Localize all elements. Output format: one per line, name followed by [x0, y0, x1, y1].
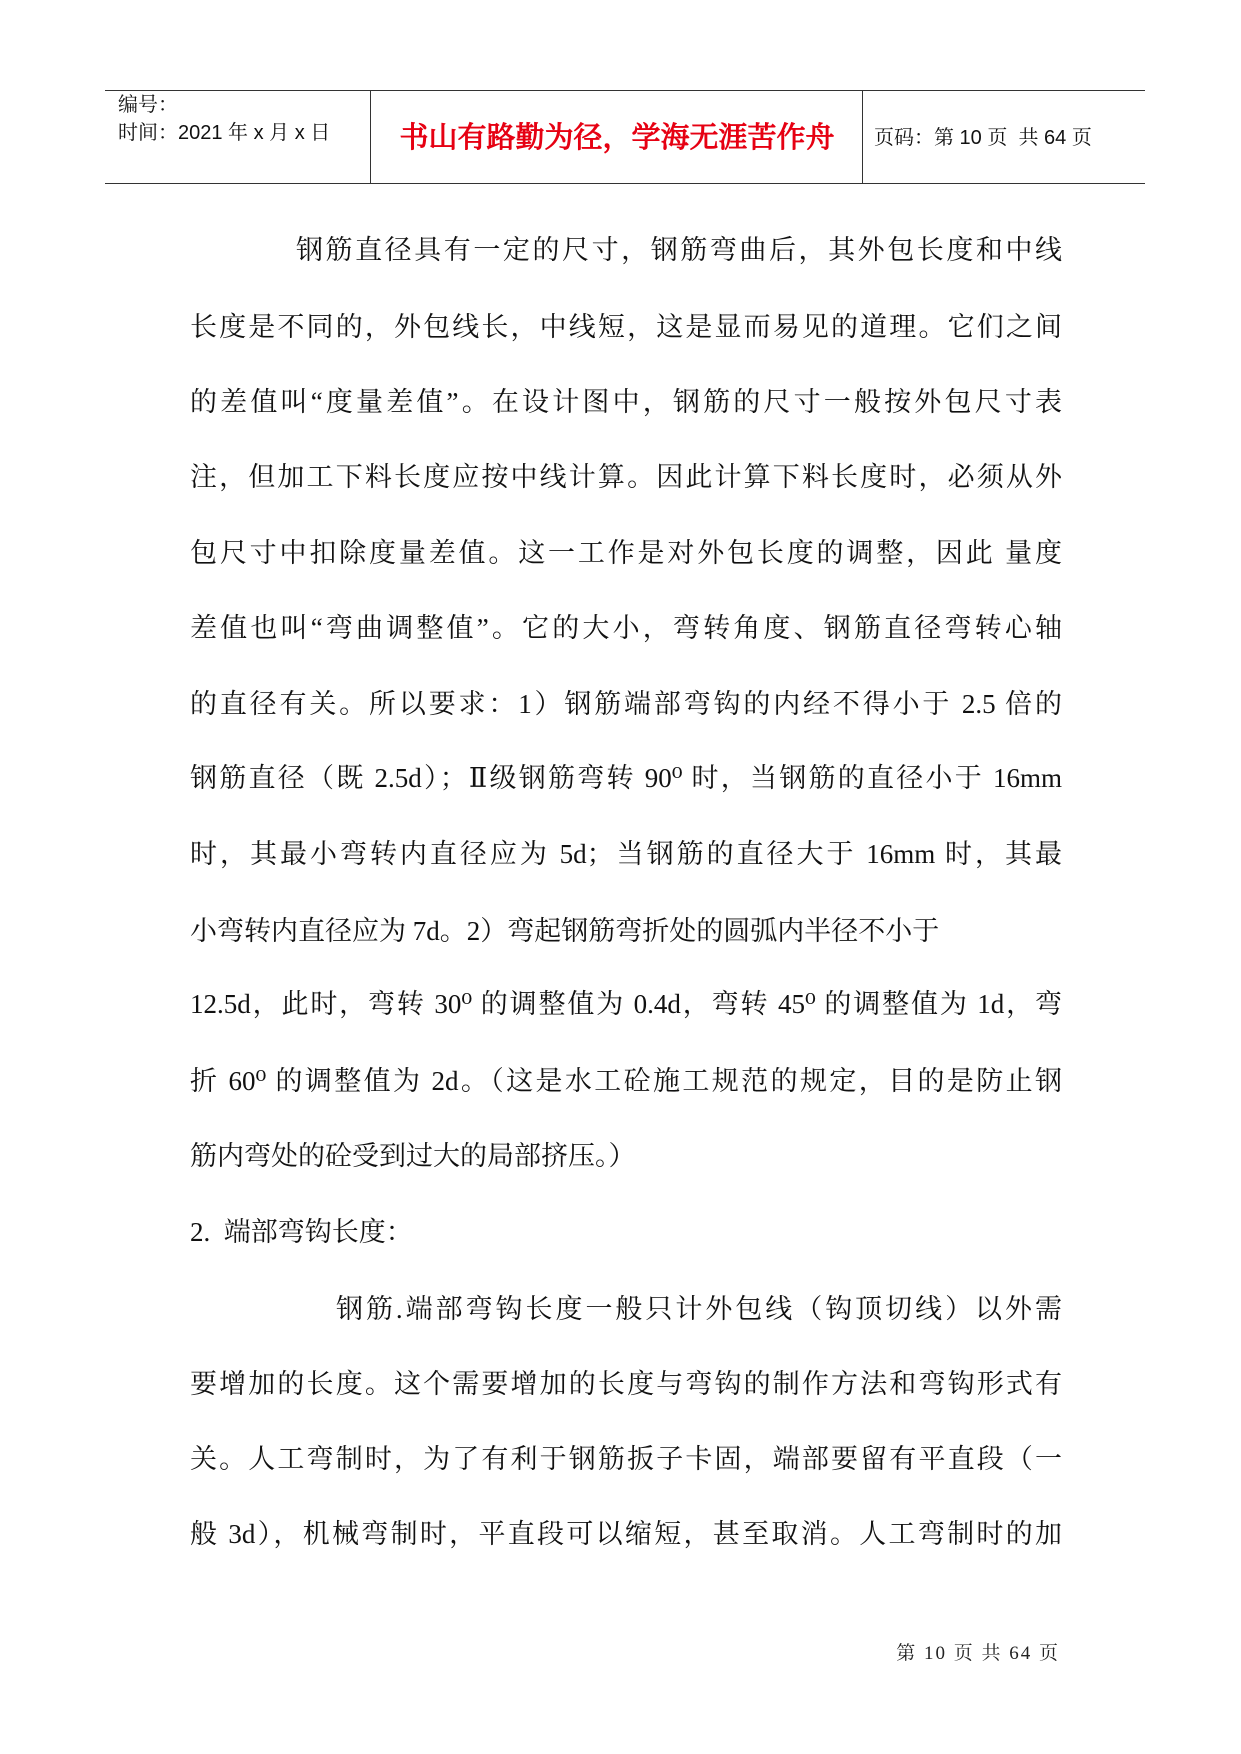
body-line: 钢筋直径具有一定的尺寸，钢筋弯曲后，其外包长度和中线 [296, 235, 1062, 265]
header-top-rule [105, 90, 1145, 91]
header-motto: 书山有路勤为径，学海无涯苦作舟 [399, 122, 835, 154]
body-line: 注，但加工下料长度应按中线计算。因此计算下料长度时，必须从外 [190, 462, 1062, 492]
body-line: 般 3d），机械弯制时，平直段可以缩短，甚至取消。人工弯制时的加 [190, 1519, 1062, 1549]
body-line: 的直径有关。所以要求：1）钢筋端部弯钩的内经不得小于 2.5 倍的 [190, 689, 1062, 719]
header-divider-right [862, 90, 863, 183]
section-heading: 2. 端部弯钩长度： [190, 1217, 413, 1247]
header-bottom-rule [105, 183, 1145, 184]
body-line: 钢筋直径（既 2.5d）；Ⅱ级钢筋弯转 90⁰ 时，当钢筋的直径小于 16mm [190, 763, 1062, 793]
body-line: 要增加的长度。这个需要增加的长度与弯钩的制作方法和弯钩形式有 [190, 1369, 1062, 1399]
document-time-label: 时间：2021 年 x 月 x 日 [118, 122, 331, 144]
footer-page-number: 第 10 页 共 64 页 [896, 1643, 1060, 1664]
body-line: 的差值叫“度量差值”。在设计图中，钢筋的尺寸一般按外包尺寸表 [190, 387, 1062, 417]
body-line: 差值也叫“弯曲调整值”。它的大小，弯转角度、钢筋直径弯转心轴 [190, 613, 1062, 643]
header-divider-left [370, 90, 371, 183]
document-number-label: 编号： [118, 94, 178, 116]
body-line: 关。人工弯制时，为了有利于钢筋扳子卡固，端部要留有平直段（一 [190, 1444, 1062, 1474]
header-page-info: 页码：第 10 页 共 64 页 [874, 127, 1092, 149]
body-line: 包尺寸中扣除度量差值。这一工作是对外包长度的调整，因此 量度 [190, 538, 1062, 568]
body-line: 长度是不同的，外包线长，中线短，这是显而易见的道理。它们之间 [190, 312, 1062, 342]
body-line: 钢筋.端部弯钩长度一般只计外包线（钩顶切线）以外需 [336, 1294, 1062, 1324]
body-line: 时，其最小弯转内直径应为 5d；当钢筋的直径大于 16mm 时，其最 [190, 839, 1062, 869]
body-line: 折 60⁰ 的调整值为 2d。（这是水工砼施工规范的规定，目的是防止钢 [190, 1066, 1062, 1096]
body-line: 筋内弯处的砼受到过大的局部挤压。） [190, 1141, 636, 1171]
body-line: 12.5d，此时，弯转 30⁰ 的调整值为 0.4d，弯转 45⁰ 的调整值为 1d，弯 [190, 989, 1062, 1019]
body-line: 小弯转内直径应为 7d。2）弯起钢筋弯折处的圆弧内半径不小于 [190, 916, 940, 946]
